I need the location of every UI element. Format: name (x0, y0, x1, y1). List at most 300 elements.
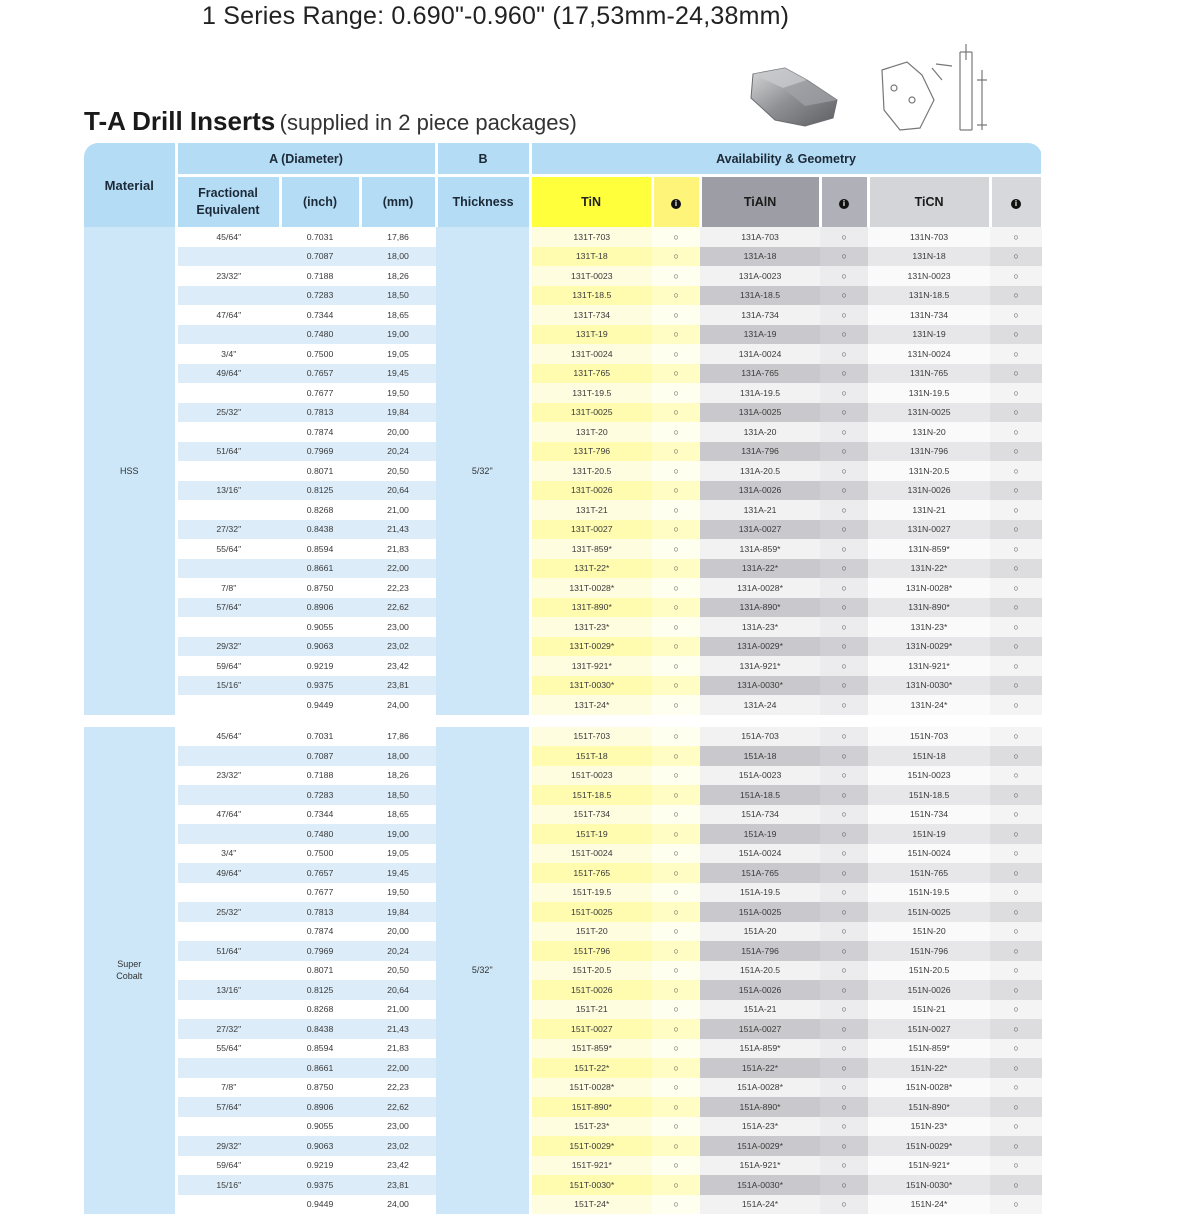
header-ticn-geometry (990, 176, 1042, 228)
tialn-geometry-cell: ○ (820, 227, 868, 247)
table-row (84, 1000, 1042, 1020)
ticn-part-cell: 151N-24* (868, 1195, 990, 1214)
thickness-cell: 5/32" (436, 721, 530, 1214)
tin-part-cell: 151T-765 (530, 863, 652, 883)
table-row (84, 922, 1042, 942)
mm-cell: 19,50 (360, 883, 436, 903)
mm-cell: 23,42 (360, 656, 436, 676)
tialn-geometry-cell: ○ (820, 1156, 868, 1176)
mm-cell: 19,84 (360, 902, 436, 922)
fraction-cell: 7/8" (176, 578, 280, 598)
mm-cell: 17,86 (360, 721, 436, 747)
inch-cell: 0.8661 (280, 1058, 360, 1078)
tin-geometry-cell: ○ (652, 1019, 700, 1039)
fraction-cell: 13/16" (176, 481, 280, 501)
tin-geometry-cell: ○ (652, 1175, 700, 1195)
tialn-part-cell: 131A-19 (700, 325, 820, 345)
tin-geometry-cell: ○ (652, 1000, 700, 1020)
tin-geometry-cell: ○ (652, 766, 700, 786)
tialn-geometry-cell: ○ (820, 286, 868, 306)
table-row (84, 824, 1042, 844)
ticn-part-cell: 151N-18 (868, 746, 990, 766)
ticn-part-cell: 151N-734 (868, 805, 990, 825)
ticn-geometry-cell: ○ (990, 383, 1042, 403)
tialn-geometry-cell: ○ (820, 247, 868, 267)
tialn-part-cell: 131A-734 (700, 305, 820, 325)
tialn-geometry-cell: ○ (820, 344, 868, 364)
inch-cell: 0.7813 (280, 902, 360, 922)
table-row (84, 902, 1042, 922)
tialn-geometry-cell: ○ (820, 656, 868, 676)
header-fractional: Fractional Equivalent (176, 176, 280, 228)
mm-cell: 19,50 (360, 383, 436, 403)
inch-cell: 0.7969 (280, 442, 360, 462)
tin-part-cell: 151T-20 (530, 922, 652, 942)
inch-cell: 0.8071 (280, 461, 360, 481)
tin-geometry-cell: ○ (652, 695, 700, 721)
fraction-cell (176, 883, 280, 903)
tialn-part-cell: 131A-0027 (700, 520, 820, 540)
ticn-part-cell: 151N-0028* (868, 1078, 990, 1098)
table-row (84, 247, 1042, 267)
inch-cell: 0.9219 (280, 656, 360, 676)
ticn-geometry-cell: ○ (990, 1097, 1042, 1117)
tialn-part-cell: 151A-20.5 (700, 961, 820, 981)
tin-geometry-cell: ○ (652, 637, 700, 657)
fraction-cell: 29/32" (176, 1136, 280, 1156)
table-body (84, 227, 1042, 1214)
tin-geometry-cell: ○ (652, 617, 700, 637)
tin-part-cell: 131T-0029* (530, 637, 652, 657)
mm-cell: 18,50 (360, 785, 436, 805)
inch-cell: 0.9375 (280, 1175, 360, 1195)
ticn-geometry-cell: ○ (990, 247, 1042, 267)
table-row (84, 1195, 1042, 1214)
ticn-geometry-cell: ○ (990, 344, 1042, 364)
ticn-geometry-cell: ○ (990, 1156, 1042, 1176)
tialn-geometry-cell: ○ (820, 539, 868, 559)
fraction-cell (176, 286, 280, 306)
tialn-part-cell: 151A-20 (700, 922, 820, 942)
ticn-geometry-cell: ○ (990, 500, 1042, 520)
tialn-part-cell: 131A-20.5 (700, 461, 820, 481)
mm-cell: 23,02 (360, 637, 436, 657)
fraction-cell (176, 922, 280, 942)
tin-part-cell: 151T-21 (530, 1000, 652, 1020)
ticn-geometry-cell: ○ (990, 785, 1042, 805)
ticn-geometry-cell: ○ (990, 442, 1042, 462)
inch-cell: 0.7087 (280, 746, 360, 766)
fraction-cell: 27/32" (176, 520, 280, 540)
ticn-part-cell: 151N-0029* (868, 1136, 990, 1156)
tialn-geometry-cell: ○ (820, 766, 868, 786)
tin-geometry-cell: ○ (652, 598, 700, 618)
tin-part-cell: 131T-18.5 (530, 286, 652, 306)
ticn-part-cell: 151N-890* (868, 1097, 990, 1117)
inch-cell: 0.9063 (280, 1136, 360, 1156)
tin-geometry-cell: ○ (652, 442, 700, 462)
ticn-geometry-cell: ○ (990, 305, 1042, 325)
mm-cell: 19,84 (360, 403, 436, 423)
ticn-part-cell: 151N-19 (868, 824, 990, 844)
tialn-part-cell: 151A-890* (700, 1097, 820, 1117)
ticn-part-cell: 131N-921* (868, 656, 990, 676)
inch-cell: 0.7087 (280, 247, 360, 267)
mm-cell: 19,00 (360, 325, 436, 345)
tin-geometry-cell: ○ (652, 247, 700, 267)
ticn-geometry-cell: ○ (990, 559, 1042, 579)
inch-cell: 0.7344 (280, 805, 360, 825)
tialn-part-cell: 131A-19.5 (700, 383, 820, 403)
table-row (84, 227, 1042, 247)
tin-geometry-cell: ○ (652, 1136, 700, 1156)
ticn-geometry-cell: ○ (990, 941, 1042, 961)
fraction-cell (176, 422, 280, 442)
ticn-part-cell: 131N-20 (868, 422, 990, 442)
fraction-cell (176, 617, 280, 637)
tin-geometry-cell: ○ (652, 559, 700, 579)
tin-part-cell: 151T-0028* (530, 1078, 652, 1098)
tialn-part-cell: 151A-19.5 (700, 883, 820, 903)
tialn-part-cell: 131A-24 (700, 695, 820, 721)
inch-cell: 0.8438 (280, 520, 360, 540)
fraction-cell (176, 1117, 280, 1137)
mm-cell: 23,81 (360, 676, 436, 696)
tin-part-cell: 131T-921* (530, 656, 652, 676)
tin-part-cell: 151T-18 (530, 746, 652, 766)
inch-cell: 0.8268 (280, 500, 360, 520)
table-row (84, 364, 1042, 384)
tialn-part-cell: 151A-22* (700, 1058, 820, 1078)
ticn-geometry-cell: ○ (990, 980, 1042, 1000)
ticn-geometry-cell: ○ (990, 1175, 1042, 1195)
fraction-cell: 49/64" (176, 863, 280, 883)
fraction-cell: 57/64" (176, 598, 280, 618)
inch-cell: 0.7283 (280, 286, 360, 306)
inch-cell: 0.8906 (280, 1097, 360, 1117)
mm-cell: 20,64 (360, 980, 436, 1000)
tialn-geometry-cell: ○ (820, 980, 868, 1000)
tin-geometry-cell: ○ (652, 656, 700, 676)
ticn-geometry-cell: ○ (990, 1019, 1042, 1039)
inch-cell: 0.7344 (280, 305, 360, 325)
mm-cell: 21,00 (360, 500, 436, 520)
tin-part-cell: 131T-0028* (530, 578, 652, 598)
tialn-part-cell: 131A-921* (700, 656, 820, 676)
ticn-part-cell: 131N-23* (868, 617, 990, 637)
header-inch: (inch) (280, 176, 360, 228)
tin-part-cell: 131T-0024 (530, 344, 652, 364)
tialn-geometry-cell: ○ (820, 559, 868, 579)
ticn-part-cell: 131N-0029* (868, 637, 990, 657)
fraction-cell: 51/64" (176, 442, 280, 462)
tin-geometry-cell: ○ (652, 1039, 700, 1059)
tialn-part-cell: 151A-0029* (700, 1136, 820, 1156)
ticn-part-cell: 131N-703 (868, 227, 990, 247)
tialn-geometry-cell: ○ (820, 461, 868, 481)
ticn-geometry-cell: ○ (990, 578, 1042, 598)
fraction-cell: 47/64" (176, 305, 280, 325)
tialn-geometry-cell: ○ (820, 383, 868, 403)
mm-cell: 21,00 (360, 1000, 436, 1020)
mm-cell: 22,00 (360, 1058, 436, 1078)
ticn-geometry-cell: ○ (990, 922, 1042, 942)
ticn-part-cell: 131N-0024 (868, 344, 990, 364)
ticn-geometry-cell: ○ (990, 1136, 1042, 1156)
ticn-geometry-cell: ○ (990, 844, 1042, 864)
tialn-geometry-cell: ○ (820, 676, 868, 696)
ticn-part-cell: 151N-0030* (868, 1175, 990, 1195)
tialn-geometry-cell: ○ (820, 500, 868, 520)
ticn-part-cell: 151N-0025 (868, 902, 990, 922)
tialn-geometry-cell: ○ (820, 578, 868, 598)
drill-inserts-table (84, 143, 1044, 1214)
inch-cell: 0.8438 (280, 1019, 360, 1039)
header-thickness: Thickness (436, 176, 530, 228)
ticn-geometry-cell: ○ (990, 227, 1042, 247)
header-diameter-group: A (Diameter) (176, 143, 436, 176)
tin-geometry-cell: ○ (652, 1117, 700, 1137)
header-tin: TiN (530, 176, 652, 228)
mm-cell: 20,64 (360, 481, 436, 501)
tin-geometry-cell: ○ (652, 676, 700, 696)
fraction-cell: 25/32" (176, 902, 280, 922)
tialn-part-cell: 151A-734 (700, 805, 820, 825)
tialn-part-cell: 131A-18 (700, 247, 820, 267)
table-row (84, 598, 1042, 618)
mm-cell: 22,23 (360, 1078, 436, 1098)
table-row (84, 863, 1042, 883)
table-row (84, 305, 1042, 325)
tialn-geometry-cell: ○ (820, 863, 868, 883)
inch-cell: 0.9449 (280, 1195, 360, 1214)
fraction-cell: 13/16" (176, 980, 280, 1000)
table-row (84, 539, 1042, 559)
table-row (84, 1019, 1042, 1039)
tialn-geometry-cell: ○ (820, 305, 868, 325)
ticn-part-cell: 151N-859* (868, 1039, 990, 1059)
fraction-cell: 23/32" (176, 266, 280, 286)
tialn-part-cell: 131A-0024 (700, 344, 820, 364)
tin-part-cell: 151T-921* (530, 1156, 652, 1176)
mm-cell: 23,00 (360, 617, 436, 637)
mm-cell: 20,50 (360, 461, 436, 481)
section-title-subtitle: (supplied in 2 piece packages) (280, 110, 577, 135)
fraction-cell: 59/64" (176, 656, 280, 676)
tin-part-cell: 151T-0027 (530, 1019, 652, 1039)
tin-part-cell: 131T-703 (530, 227, 652, 247)
tialn-part-cell: 151A-796 (700, 941, 820, 961)
tin-geometry-cell: ○ (652, 539, 700, 559)
tin-geometry-cell: ○ (652, 961, 700, 981)
insert-technical-drawing (872, 40, 997, 135)
tialn-geometry-cell: ○ (820, 1136, 868, 1156)
fraction-cell: 49/64" (176, 364, 280, 384)
tin-part-cell: 131T-859* (530, 539, 652, 559)
tin-geometry-cell: ○ (652, 883, 700, 903)
table-row (84, 344, 1042, 364)
ticn-part-cell: 131N-0026 (868, 481, 990, 501)
mm-cell: 24,00 (360, 695, 436, 721)
ticn-part-cell: 151N-703 (868, 721, 990, 747)
mm-cell: 18,00 (360, 746, 436, 766)
ticn-part-cell: 131N-18.5 (868, 286, 990, 306)
fraction-cell (176, 500, 280, 520)
fraction-cell: 59/64" (176, 1156, 280, 1176)
tialn-part-cell: 131A-0023 (700, 266, 820, 286)
tialn-geometry-cell: ○ (820, 1078, 868, 1098)
mm-cell: 18,00 (360, 247, 436, 267)
tin-geometry-cell: ○ (652, 520, 700, 540)
tialn-geometry-cell: ○ (820, 1175, 868, 1195)
fraction-cell: 7/8" (176, 1078, 280, 1098)
tin-part-cell: 131T-18 (530, 247, 652, 267)
mm-cell: 20,24 (360, 442, 436, 462)
inch-cell: 0.9219 (280, 1156, 360, 1176)
tialn-geometry-cell: ○ (820, 824, 868, 844)
ticn-part-cell: 131N-859* (868, 539, 990, 559)
ticn-part-cell: 131N-796 (868, 442, 990, 462)
ticn-part-cell: 131N-19.5 (868, 383, 990, 403)
table-row (84, 656, 1042, 676)
tialn-part-cell: 131A-0028* (700, 578, 820, 598)
tin-geometry-cell: ○ (652, 1097, 700, 1117)
tialn-part-cell: 131A-0029* (700, 637, 820, 657)
ticn-part-cell: 131N-890* (868, 598, 990, 618)
tin-part-cell: 151T-24* (530, 1195, 652, 1214)
fraction-cell: 47/64" (176, 805, 280, 825)
mm-cell: 22,62 (360, 1097, 436, 1117)
tialn-geometry-cell: ○ (820, 883, 868, 903)
inch-cell: 0.8661 (280, 559, 360, 579)
mm-cell: 17,86 (360, 227, 436, 247)
tin-geometry-cell: ○ (652, 325, 700, 345)
tin-part-cell: 131T-0025 (530, 403, 652, 423)
table-row (84, 266, 1042, 286)
tin-geometry-cell: ○ (652, 1195, 700, 1214)
inch-cell: 0.8125 (280, 980, 360, 1000)
ticn-geometry-cell: ○ (990, 676, 1042, 696)
mm-cell: 18,26 (360, 766, 436, 786)
ticn-part-cell: 131N-734 (868, 305, 990, 325)
fraction-cell: 57/64" (176, 1097, 280, 1117)
tin-geometry-cell: ○ (652, 286, 700, 306)
tin-geometry-cell: ○ (652, 1078, 700, 1098)
inch-cell: 0.9449 (280, 695, 360, 721)
tin-geometry-cell: ○ (652, 941, 700, 961)
tialn-geometry-cell: ○ (820, 1097, 868, 1117)
ticn-geometry-cell: ○ (990, 403, 1042, 423)
tin-part-cell: 131T-0026 (530, 481, 652, 501)
tin-geometry-cell: ○ (652, 383, 700, 403)
fraction-cell (176, 325, 280, 345)
tin-part-cell: 151T-734 (530, 805, 652, 825)
fraction-cell: 3/4" (176, 844, 280, 864)
tialn-part-cell: 151A-0024 (700, 844, 820, 864)
fraction-cell (176, 824, 280, 844)
table-row (84, 980, 1042, 1000)
fraction-cell (176, 746, 280, 766)
fraction-cell (176, 695, 280, 721)
tin-part-cell: 151T-0030* (530, 1175, 652, 1195)
tialn-geometry-cell: ○ (820, 721, 868, 747)
tin-part-cell: 131T-890* (530, 598, 652, 618)
table-row (84, 1117, 1042, 1137)
tin-part-cell: 151T-0025 (530, 902, 652, 922)
ticn-geometry-cell: ○ (990, 961, 1042, 981)
tialn-part-cell: 131A-703 (700, 227, 820, 247)
tialn-geometry-cell: ○ (820, 266, 868, 286)
inch-cell: 0.7677 (280, 883, 360, 903)
tin-part-cell: 131T-0027 (530, 520, 652, 540)
fraction-cell (176, 383, 280, 403)
tin-part-cell: 151T-0026 (530, 980, 652, 1000)
table-row (84, 383, 1042, 403)
mm-cell: 21,43 (360, 520, 436, 540)
ticn-geometry-cell: ○ (990, 805, 1042, 825)
inch-cell: 0.7813 (280, 403, 360, 423)
tialn-geometry-cell: ○ (820, 637, 868, 657)
inch-cell: 0.9055 (280, 1117, 360, 1137)
ticn-geometry-cell: ○ (990, 266, 1042, 286)
mm-cell: 19,05 (360, 344, 436, 364)
fraction-cell (176, 785, 280, 805)
tin-part-cell: 151T-890* (530, 1097, 652, 1117)
table-row (84, 785, 1042, 805)
tin-geometry-cell: ○ (652, 980, 700, 1000)
tialn-part-cell: 131A-18.5 (700, 286, 820, 306)
table-row (84, 721, 1042, 747)
inch-cell: 0.8594 (280, 1039, 360, 1059)
tin-geometry-cell: ○ (652, 863, 700, 883)
info-icon: i (671, 199, 681, 209)
header-material: Material (84, 143, 176, 227)
fraction-cell: 15/16" (176, 1175, 280, 1195)
tialn-geometry-cell: ○ (820, 520, 868, 540)
series-range-title: 1 Series Range: 0.690"-0.960" (17,53mm-24,38mm) (202, 2, 789, 31)
material-cell: HSS (84, 227, 176, 721)
fraction-cell: 45/64" (176, 721, 280, 747)
mm-cell: 18,26 (360, 266, 436, 286)
table-row (84, 746, 1042, 766)
tialn-part-cell: 131A-22* (700, 559, 820, 579)
ticn-part-cell: 151N-0026 (868, 980, 990, 1000)
tialn-part-cell: 151A-703 (700, 721, 820, 747)
tin-geometry-cell: ○ (652, 266, 700, 286)
inch-cell: 0.8071 (280, 961, 360, 981)
tialn-geometry-cell: ○ (820, 922, 868, 942)
fraction-cell: 15/16" (176, 676, 280, 696)
section-title-bold: T-A Drill Inserts (84, 106, 275, 136)
mm-cell: 23,00 (360, 1117, 436, 1137)
tialn-geometry-cell: ○ (820, 941, 868, 961)
mm-cell: 22,23 (360, 578, 436, 598)
table-row (84, 481, 1042, 501)
tin-part-cell: 131T-20 (530, 422, 652, 442)
tin-part-cell: 131T-23* (530, 617, 652, 637)
fraction-cell: 45/64" (176, 227, 280, 247)
mm-cell: 19,45 (360, 863, 436, 883)
table-row (84, 695, 1042, 721)
tin-part-cell: 151T-22* (530, 1058, 652, 1078)
ticn-geometry-cell: ○ (990, 824, 1042, 844)
tin-part-cell: 151T-19.5 (530, 883, 652, 903)
tialn-part-cell: 151A-0030* (700, 1175, 820, 1195)
inch-cell: 0.7031 (280, 721, 360, 747)
inch-cell: 0.8906 (280, 598, 360, 618)
tin-part-cell: 151T-18.5 (530, 785, 652, 805)
tin-geometry-cell: ○ (652, 785, 700, 805)
